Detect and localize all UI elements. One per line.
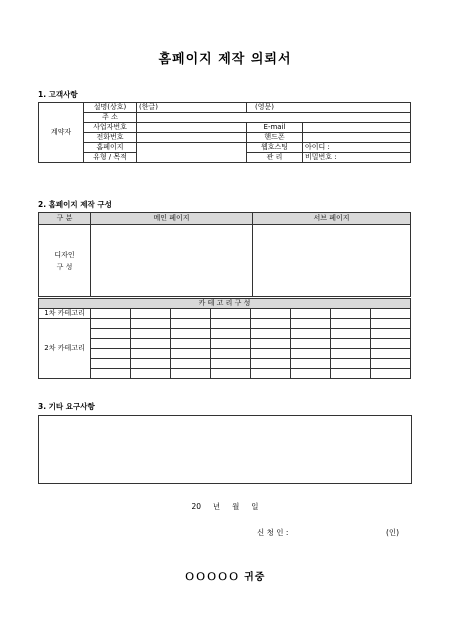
cat2-cell[interactable] [91, 329, 131, 339]
cat2-cell[interactable] [211, 369, 251, 379]
seal-mark: (인) [386, 528, 400, 537]
cat2-cell[interactable] [91, 319, 131, 329]
customer-info-table [38, 102, 411, 163]
main-page-design-field[interactable] [91, 225, 253, 297]
cat2-cell[interactable] [131, 339, 171, 349]
cat2-cell[interactable] [171, 339, 211, 349]
cat2-cell[interactable] [211, 339, 251, 349]
mobile-label: 핸드폰 [247, 133, 303, 143]
cat2-cell[interactable] [371, 359, 411, 369]
cat2-cell[interactable] [331, 339, 371, 349]
cat2-cell[interactable] [131, 359, 171, 369]
cat1-cell[interactable] [291, 309, 331, 319]
cat2-cell[interactable] [131, 319, 171, 329]
cat2-cell[interactable] [131, 349, 171, 359]
cat2-cell[interactable] [331, 349, 371, 359]
cat2-cell[interactable] [331, 369, 371, 379]
cat2-cell[interactable] [211, 319, 251, 329]
mobile-field[interactable] [303, 133, 411, 143]
cat2-cell[interactable] [251, 359, 291, 369]
phone-label: 전화번호 [84, 133, 137, 143]
bizno-field[interactable] [137, 123, 247, 133]
cat2-cell[interactable] [91, 369, 131, 379]
sub-page-header: 서브 페이지 [253, 213, 411, 225]
cat1-cell[interactable] [171, 309, 211, 319]
cat2-cell[interactable] [211, 329, 251, 339]
purpose-label: 유형 / 목적 [84, 153, 137, 163]
name-label: 설명(상호) [84, 103, 137, 113]
homepage-label: 홈페이지 [84, 143, 137, 153]
email-label: E-mail [247, 123, 303, 133]
cat2-cell[interactable] [291, 359, 331, 369]
cat2-cell[interactable] [91, 349, 131, 359]
cat2-cell[interactable] [91, 359, 131, 369]
section-3-heading: 3. 기타 요구사항 [38, 402, 95, 411]
document-title: 홈페이지 제작 의뢰서 [158, 52, 292, 67]
sub-page-design-field[interactable] [253, 225, 411, 297]
main-page-header: 메인 페이지 [91, 213, 253, 225]
phone-field[interactable] [137, 133, 247, 143]
cat2-cell[interactable] [331, 329, 371, 339]
cat2-cell[interactable] [171, 319, 211, 329]
category-header: 카 테 고 리 구 성 [39, 299, 411, 309]
address-field[interactable] [137, 113, 411, 123]
cat2-cell[interactable] [171, 359, 211, 369]
section-2-heading: 2. 홈페이지 제작 구성 [38, 200, 112, 209]
cat2-cell[interactable] [291, 349, 331, 359]
cat2-cell[interactable] [291, 369, 331, 379]
cat2-cell[interactable] [91, 339, 131, 349]
section-1-heading: 1. 고객사항 [38, 90, 78, 99]
cat1-label: 1차 카테고리 [39, 309, 91, 319]
date-line [0, 501, 450, 512]
cat2-cell[interactable] [331, 359, 371, 369]
cat1-cell[interactable] [251, 309, 291, 319]
design-label: 디자인 구 성 [39, 225, 91, 297]
pw-field[interactable]: 비밀번호 : [303, 153, 411, 163]
cat1-cell[interactable] [331, 309, 371, 319]
cat2-cell[interactable] [131, 369, 171, 379]
bizno-label: 사업자번호 [84, 123, 137, 133]
addressee: ＯＯＯＯＯ 귀중 [184, 572, 266, 583]
cat2-cell[interactable] [251, 349, 291, 359]
name-kr-field[interactable]: (한글) [137, 103, 247, 113]
email-field[interactable] [303, 123, 411, 133]
cat2-cell[interactable] [251, 329, 291, 339]
id-field[interactable]: 아이디 : [303, 143, 411, 153]
div-label: 구 분 [39, 213, 91, 225]
other-requests-field[interactable] [38, 415, 412, 484]
cat2-cell[interactable] [131, 329, 171, 339]
homepage-structure-table [38, 212, 411, 297]
address-label: 주 소 [84, 113, 137, 123]
cat2-cell[interactable] [171, 329, 211, 339]
cat2-cell[interactable] [171, 349, 211, 359]
cat2-cell[interactable] [291, 329, 331, 339]
manage-label: 관 리 [247, 153, 303, 163]
homepage-field[interactable] [137, 143, 247, 163]
cat2-cell[interactable] [171, 369, 211, 379]
cat2-cell[interactable] [251, 319, 291, 329]
cat2-cell[interactable] [251, 339, 291, 349]
cat2-cell[interactable] [371, 369, 411, 379]
applicant-label: 신 청 인 : [257, 528, 289, 537]
cat2-cell[interactable] [291, 319, 331, 329]
date-text: 20 년 월 일 [191, 502, 259, 511]
cat1-cell[interactable] [371, 309, 411, 319]
cat1-cell[interactable] [91, 309, 131, 319]
cat2-cell[interactable] [371, 319, 411, 329]
cat2-cell[interactable] [371, 339, 411, 349]
cat2-label: 2차 카테고리 [39, 319, 91, 379]
cat2-cell[interactable] [251, 369, 291, 379]
cat1-cell[interactable] [211, 309, 251, 319]
cat2-cell[interactable] [211, 349, 251, 359]
cat2-cell[interactable] [371, 349, 411, 359]
cat2-cell[interactable] [371, 329, 411, 339]
cat2-cell[interactable] [291, 339, 331, 349]
category-table [38, 298, 411, 379]
cat2-cell[interactable] [331, 319, 371, 329]
cat2-cell[interactable] [211, 359, 251, 369]
contractor-label: 계약자 [39, 103, 84, 163]
name-en-field[interactable]: (영문) [247, 103, 411, 113]
cat1-cell[interactable] [131, 309, 171, 319]
hosting-label: 웹호스팅 [247, 143, 303, 153]
